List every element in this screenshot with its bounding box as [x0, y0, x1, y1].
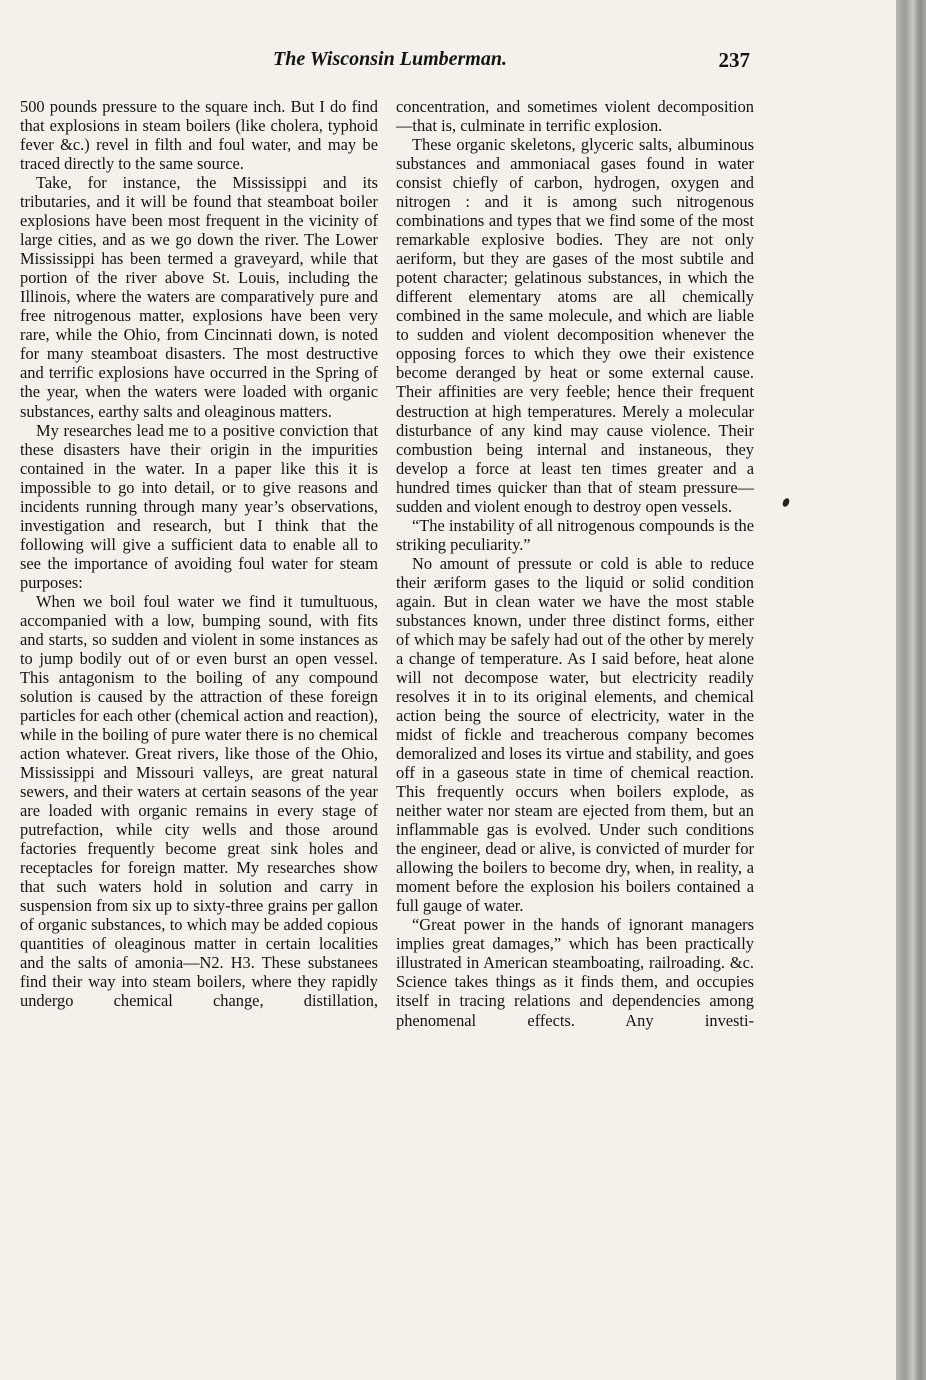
paragraph: concentration, and sometimes violent decomposition—that is, culminate in terrific explosion. [396, 97, 754, 136]
paragraph: Take, for instance, the Mississippi and its tributaries, and it will be found that steamboat boiler explosions have been most frequent in the vicinity of large cities, and as we go down the river. The Lower Mississippi has been termed a graveyard, while that portion of the river above St. Louis, including the Illinois, where the waters are comparatively pure and free nitrogenous matter, explosions have been very rare, while the Ohio, from Cincinnati down, is noted for many steamboat disasters. The most destructive and terrific explosions have occurred in the Spring of the year, when the waters were loaded with organic substances, earthy salts and oleaginous matters. [20, 173, 378, 421]
paragraph: “Great power in the hands of ignorant managers implies great damages,” which has been practically illustrated in American steamboating, railroading. &c. Science takes things as it finds them, and occupies itself in tracing relations and dependencies among phenomenal effects. Any investi- [396, 915, 754, 1030]
paragraph: My researches lead me to a positive conviction that these disasters have their origin in the impurities contained in the water. In a paper like this it is impossible to go into detail, or to give reasons and incidents running through many year’s observations, investigation and research, but I think that the following will give a sufficient data to enable all to see the importance of avoiding foul water for steam purposes: [20, 420, 378, 592]
paragraph: 500 pounds pressure to the square inch. But I do find that explosions in steam boilers (like cholera, typhoid fever &c.) revel in filth and foul water, and may be traced directly to the same source. [20, 97, 378, 174]
journal-title: The Wisconsin Lumberman. [273, 48, 507, 70]
book-edge [896, 0, 926, 1380]
running-header [20, 48, 760, 76]
ink-blot [781, 497, 790, 508]
page-number: 237 [718, 48, 750, 72]
left-text-column [20, 97, 378, 1011]
paragraph: “The instability of all nitrogenous compounds is the striking peculiarity.” [396, 515, 754, 554]
paragraph: When we boil foul water we find it tumultuous, accompanied with a low, bumping sound, with fits and starts, so sudden and violent in some instances as to jump bodily out of or even burst an open vessel. This antagonism to the boiling of any compound solution is caused by the attraction of these foreign particles for each other (chemical action and reaction), while in the boiling of pure water there is no chemical action whatever. Great rivers, like those of the Ohio, Mississippi and Missouri valleys, are great natural sewers, and their waters at certain seasons of the year are loaded with organic remains in every stage of putrefaction, while city wells and those around factories frequently become great sink holes and receptacles for foreign matter. My researches show that such waters hold in solution and carry in suspension from six up to sixty-three grains per gallon of organic substances, to which may be added copious quantities of oleaginous matter in certain localities and the salts of amonia—N2. H3. These substanees find their way into steam boilers, where they rapidly undergo chemical change, distillation, [20, 591, 378, 1011]
paragraph: No amount of pressute or cold is able to reduce their æriform gases to the liquid or solid condition again. But in clean water we have the most stable substances known, under three distinct forms, either of which may be safely had out of the other by merely a change of temperature. As I said before, heat alone will not decompose water, but electricity readily resolves it in to its original elements, and chemical action being the source of electricity, water in the midst of fickle and treacherous company becomes demoralized and loses its virtue and stability, and goes off in a gaseous state in time of chemical reaction. This frequently occurs when boilers explode, as neither water nor steam are ejected from them, but an inflammable gas is evolved. Under such conditions the engineer, dead or alive, is convicted of murder for allowing the boilers to become dry, when, in reality, a moment before the explosion his boilers contained a full gauge of water. [396, 553, 754, 916]
right-text-column [396, 97, 754, 1030]
paragraph: These organic skeletons, glyceric salts, albuminous substances and ammoniacal gases found in water consist chiefly of carbon, hydrogen, oxygen and nitrogen : and it is among such nitrogenous combinations and types that we find some of the most remarkable explosive bodies. They are not only aeriform, but they are gases of the most subtile and potent character; gelatinous substances, in which the different elementary atoms are all chemically combined in the same molecule, and which are liable to sudden and violent decomposition whenever the opposing forces to which they owe their existence become deranged by heat or some external cause. Their affinities are very feeble; hence their frequent destruction at high temperatures. Merely a molecular disturbance of any kind may cause violence. Their combustion being internal and instaneous, they develop a force at least ten times greater and a hundred times quicker than that of steam pressure—sudden and violent enough to destroy open vessels. [396, 135, 754, 516]
